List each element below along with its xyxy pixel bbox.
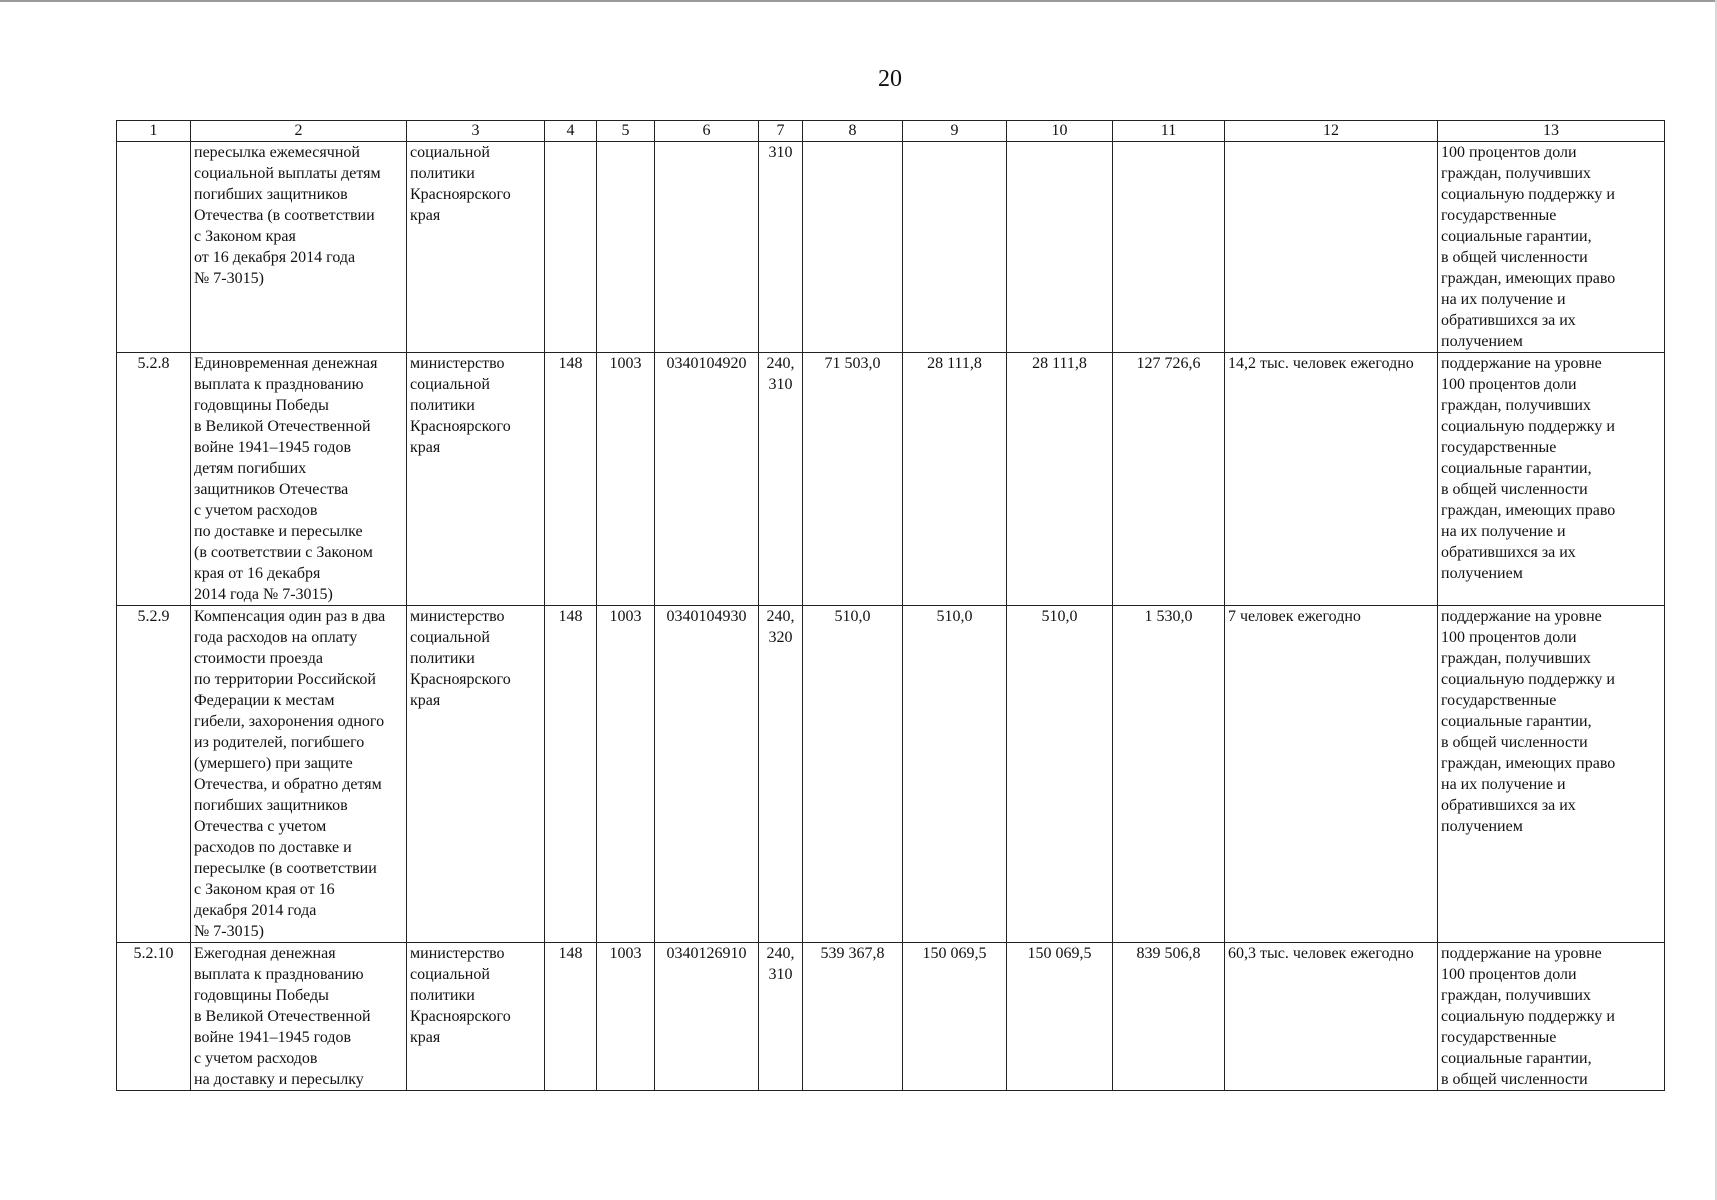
header-cell: 1 (117, 121, 191, 142)
executor: министерство социальной политики Красноярского края (407, 353, 545, 606)
amount-year-1: 71 503,0 (803, 353, 903, 606)
header-cell: 3 (407, 121, 545, 142)
amount-total: 127 726,6 (1113, 353, 1225, 606)
measure-name: Единовременная денежная выплата к празднованию годовщины Победы в Великой Отечественной войне 1941–1945 годов детям погибших защитников Отечества с учетом расходов по доставке и пересылке (в соответствии с Законом края от 16 декабря 2014 года № 7-3015) (191, 353, 407, 606)
amount-year-3 (1007, 142, 1113, 353)
amount-year-2: 28 111,8 (903, 353, 1007, 606)
amount-year-2 (903, 142, 1007, 353)
expected-result: поддержание на уровне 100 процентов доли граждан, получивших социальную поддержку и государственные социальные гарантии, в общей численности граждан, имеющих право на их получение и обратившихся за их получением (1438, 353, 1665, 606)
section-code: 1003 (597, 606, 655, 943)
grbs-code (545, 142, 597, 353)
grbs-code: 148 (545, 943, 597, 1091)
header-cell: 13 (1438, 121, 1665, 142)
header-cell: 11 (1113, 121, 1225, 142)
expense-type: 310 (759, 142, 803, 353)
section-code: 1003 (597, 353, 655, 606)
amount-year-1: 539 367,8 (803, 943, 903, 1091)
grbs-code: 148 (545, 606, 597, 943)
amount-year-1: 510,0 (803, 606, 903, 943)
amount-total: 839 506,8 (1113, 943, 1225, 1091)
amount-year-2: 510,0 (903, 606, 1007, 943)
target-article (655, 142, 759, 353)
executor: министерство социальной политики Красноярского края (407, 606, 545, 943)
section-code: 1003 (597, 943, 655, 1091)
executor: министерство социальной политики Красноярского края (407, 943, 545, 1091)
amount-year-3: 150 069,5 (1007, 943, 1113, 1091)
expense-type: 240, 310 (759, 943, 803, 1091)
table-row (117, 606, 1665, 943)
expense-type: 240, 310 (759, 353, 803, 606)
table-row (117, 142, 1665, 353)
measure-name: пересылка ежемесячной социальной выплаты детям погибших защитников Отечества (в соответствии с Законом края от 16 декабря 2014 года № 7-3015) (191, 142, 407, 353)
header-cell: 5 (597, 121, 655, 142)
header-cell: 4 (545, 121, 597, 142)
target-article: 0340104920 (655, 353, 759, 606)
header-cell: 2 (191, 121, 407, 142)
recipients: 14,2 тыс. человек ежегодно (1225, 353, 1438, 606)
amount-year-3: 28 111,8 (1007, 353, 1113, 606)
measure-name: Компенсация один раз в два года расходов на оплату стоимости проезда по территории Российской Федерации к местам гибели, захоронения одного из родителей, погибшего (умершего) при защите Отечества, и обратно детям погибших защитников Отечества с учетом расходов по доставке и пересылке (в соответствии с Законом края от 16 декабря 2014 года № 7-3015) (191, 606, 407, 943)
header-cell: 9 (903, 121, 1007, 142)
expected-result: поддержание на уровне 100 процентов доли граждан, получивших социальную поддержку и государственные социальные гарантии, в общей численности (1438, 943, 1665, 1091)
row-number (117, 142, 191, 353)
program-table (116, 120, 1665, 1091)
header-cell: 8 (803, 121, 903, 142)
amount-year-3: 510,0 (1007, 606, 1113, 943)
recipients: 60,3 тыс. человек ежегодно (1225, 943, 1438, 1091)
expense-type: 240, 320 (759, 606, 803, 943)
recipients (1225, 142, 1438, 353)
expected-result: 100 процентов доли граждан, получивших социальную поддержку и государственные социальные гарантии, в общей численности граждан, имеющих право на их получение и обратившихся за их получением (1438, 142, 1665, 353)
recipients: 7 человек ежегодно (1225, 606, 1438, 943)
section-code (597, 142, 655, 353)
row-number: 5.2.10 (117, 943, 191, 1091)
table-row (117, 943, 1665, 1091)
executor: социальной политики Красноярского края (407, 142, 545, 353)
amount-year-2: 150 069,5 (903, 943, 1007, 1091)
amount-year-1 (803, 142, 903, 353)
header-cell: 7 (759, 121, 803, 142)
table-row (117, 353, 1665, 606)
target-article: 0340104930 (655, 606, 759, 943)
page-number: 20 (878, 66, 902, 92)
grbs-code: 148 (545, 353, 597, 606)
amount-total (1113, 142, 1225, 353)
row-number: 5.2.8 (117, 353, 191, 606)
amount-total: 1 530,0 (1113, 606, 1225, 943)
header-row (117, 121, 1665, 142)
header-cell: 6 (655, 121, 759, 142)
header-cell: 12 (1225, 121, 1438, 142)
expected-result: поддержание на уровне 100 процентов доли граждан, получивших социальную поддержку и государственные социальные гарантии, в общей численности граждан, имеющих право на их получение и обратившихся за их получением (1438, 606, 1665, 943)
measure-name: Ежегодная денежная выплата к празднованию годовщины Победы в Великой Отечественной войне 1941–1945 годов с учетом расходов на доставку и пересылку (191, 943, 407, 1091)
header-cell: 10 (1007, 121, 1113, 142)
target-article: 0340126910 (655, 943, 759, 1091)
row-number: 5.2.9 (117, 606, 191, 943)
page-top-border (0, 0, 1717, 2)
